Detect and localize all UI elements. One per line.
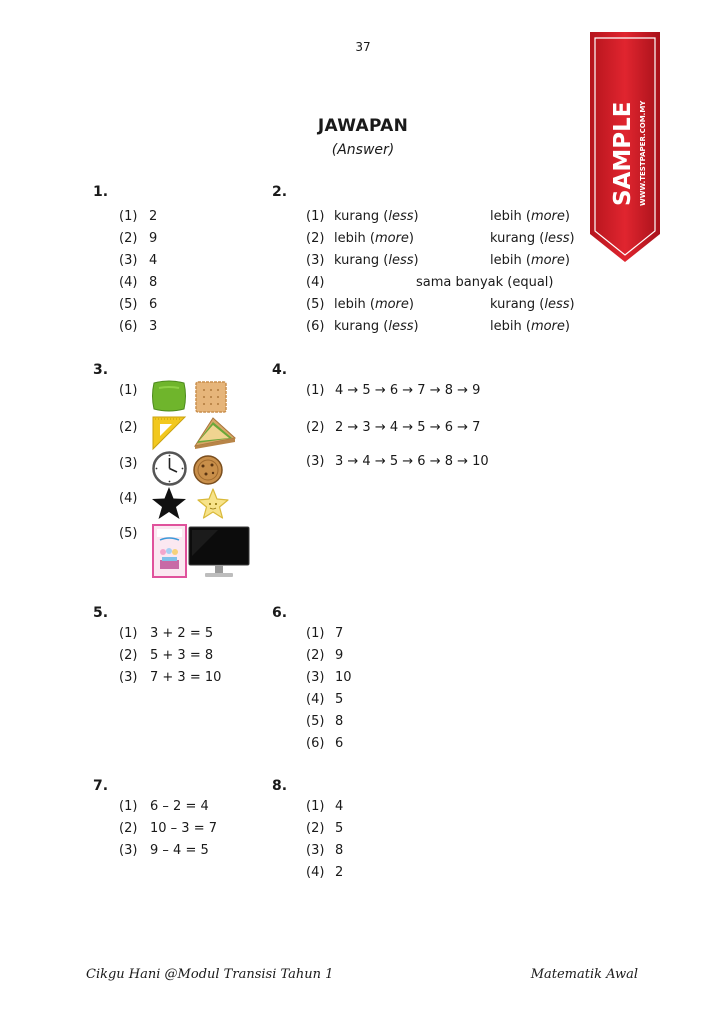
ribbon-sample-text: SAMPLE (610, 101, 636, 206)
question-4-number: 4. (272, 362, 288, 378)
question-2-number: 2. (272, 184, 288, 200)
list-item: (6) kurang (less) lebih (more) (306, 319, 570, 334)
list-item: (1) kurang (less) lebih (more) (306, 209, 570, 224)
footer-right: Matematik Awal (530, 967, 638, 982)
page-title: JAWAPAN (317, 116, 409, 136)
green-cushion-icon (151, 379, 187, 413)
question-5-number: 5. (93, 605, 109, 621)
page-number: 37 (355, 40, 371, 54)
cookie-icon (193, 455, 223, 485)
list-item: (5) lebih (more) kurang (less) (306, 297, 575, 312)
clock-icon (152, 451, 187, 486)
list-item: (4) sama banyak (equal) (306, 275, 554, 290)
sandwich-icon (193, 416, 237, 450)
question-7-number: 7. (93, 778, 109, 794)
q3-label-5: (5) (119, 526, 138, 541)
list-item: (1) 4 → 5 → 6 → 7 → 8 → 9 (306, 383, 481, 398)
q3-label-3: (3) (119, 456, 138, 471)
question-2-answers (306, 209, 596, 341)
list-item: (2) lebih (more) kurang (less) (306, 231, 575, 246)
list-item: (3) 3 → 4 → 5 → 6 → 8 → 10 (306, 454, 489, 469)
question-8-number: 8. (272, 778, 288, 794)
ribbon-site-text: WWW.TESTPAPER.COM.MY (639, 100, 647, 206)
set-square-icon (151, 415, 187, 451)
sample-ribbon (590, 28, 660, 264)
question-6-number: 6. (272, 605, 288, 621)
list-item: (3) kurang (less) lebih (more) (306, 253, 570, 268)
page-subtitle: (Answer) (331, 142, 395, 158)
question-1-number: 1. (93, 184, 109, 200)
biscuit-icon (195, 381, 227, 413)
list-item: (2) 2 → 3 → 4 → 5 → 6 → 7 (306, 420, 481, 435)
q3-label-2: (2) (119, 420, 138, 435)
q3-label-4: (4) (119, 491, 138, 506)
greeting-card-icon (152, 524, 187, 578)
yellow-star-icon (196, 488, 230, 520)
black-star-icon (151, 486, 187, 520)
footer-left: Cikgu Hani @Modul Transisi Tahun 1 (86, 967, 334, 982)
q3-label-1: (1) (119, 383, 138, 398)
question-3-number: 3. (93, 362, 109, 378)
monitor-icon (188, 526, 250, 580)
